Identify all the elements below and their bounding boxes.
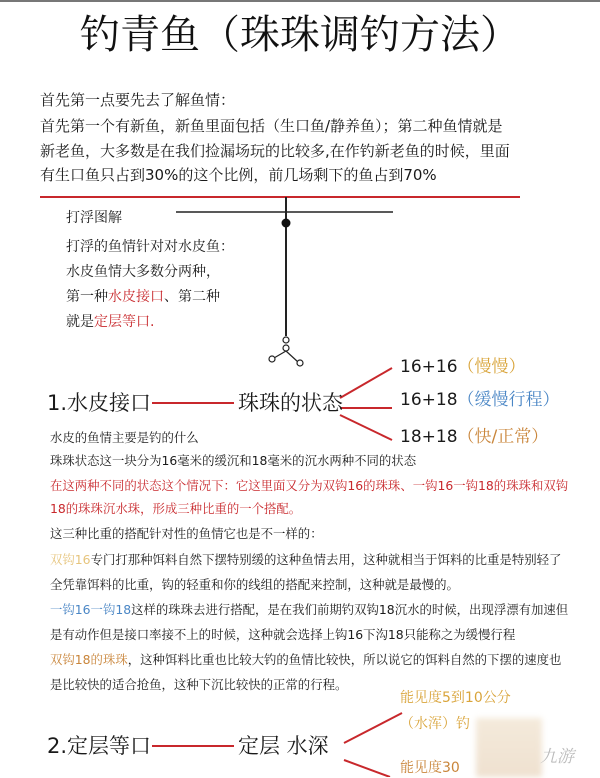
diagram-line: [66, 262, 220, 282]
text-segment: 16+18: [400, 390, 458, 410]
page-title: 钓青鱼（珠珠调钓方法）: [80, 12, 520, 58]
text-segment: 双钩16: [50, 552, 91, 567]
text-segment: 这样的珠珠去进行搭配，是在我们前期钓双钩18沉水的时候，出现浮漂有加速但: [131, 602, 569, 617]
branch-line-4: [344, 713, 402, 743]
body-line: [50, 576, 459, 594]
text-segment: 打浮的鱼情针对对水皮鱼：: [66, 239, 234, 255]
text-segment: 18+18: [400, 427, 458, 447]
body-line: [50, 525, 323, 543]
branch-item: [400, 425, 548, 449]
hook-icon: [269, 337, 303, 366]
intro-line: 首先第一点要先去了解鱼情：: [40, 91, 236, 109]
text-segment: ，这种饵料比重也比较大钓的鱼情比较快，所以说它的饵料自然的下摆的速度也: [127, 652, 562, 667]
branch-item: [400, 714, 470, 734]
text-segment: 第一种: [66, 289, 108, 305]
text-segment: 全凭靠饵料的比重，钩的轻重和你的线组的搭配来控制，这种就是最慢的。: [50, 577, 459, 592]
diagram-line: [66, 237, 234, 257]
intro-line: 新老鱼，大多数是在我们捡漏场玩的比较多,在作钓新老鱼的时候，里面: [40, 142, 510, 160]
body-line: [50, 452, 416, 470]
text-segment: 18的珠珠沉水珠，形成三种比重的一个搭配。: [50, 501, 302, 516]
text-segment: 能见度30: [400, 760, 460, 776]
body-line: [50, 477, 568, 495]
body-line: [50, 500, 301, 518]
text-segment: 是有动作但是接口率接不上的时候，这种就会选择上钩16下沟18只能称之为缓慢行程: [50, 627, 516, 642]
diagram-heading: 打浮图解: [66, 210, 122, 226]
body-line: [50, 676, 347, 694]
section2-label: 2.定层等口: [47, 734, 152, 758]
diagram-line: [66, 287, 220, 307]
body-line: [50, 429, 199, 447]
text-segment: 、第二种: [164, 289, 220, 305]
text-segment: 一钩16一钩18: [50, 602, 132, 617]
text-segment: 珠珠状态这一块分为16毫米的缓沉和18毫米的沉水两种不同的状态: [50, 453, 417, 468]
watermark-blur: [476, 718, 542, 777]
branch-line-5: [344, 760, 390, 777]
body-line: [50, 651, 561, 669]
text-segment: （快/正常）: [457, 427, 549, 447]
branch-item: [400, 388, 560, 412]
text-segment: 水皮的鱼情主要是钓的什么: [50, 430, 199, 445]
branch-item: [400, 688, 511, 708]
section1-node: 珠珠的状态: [238, 391, 343, 415]
text-segment: 水皮接口: [108, 289, 164, 305]
text-segment: 这三种比重的搭配针对性的鱼情它也是不一样的：: [50, 526, 323, 541]
body-line: [50, 551, 561, 569]
text-segment: 定层等口.: [94, 314, 155, 330]
branch-line-1: [340, 368, 392, 398]
body-line: [50, 601, 568, 619]
text-segment: 能见度5到10公分: [400, 690, 511, 706]
section2-node: 定层 水深: [238, 734, 329, 758]
text-segment: （水浑）钓: [400, 716, 470, 732]
branch-line-3: [340, 415, 392, 440]
text-segment: 是比较快的适合抢鱼，这种下沉比较快的正常的行程。: [50, 677, 348, 692]
text-segment: （慢慢）: [457, 357, 526, 377]
text-segment: 16+16: [400, 357, 458, 377]
text-segment: 在这两种不同的状态这个情况下：它这里面又分为双钩16的珠珠、一钩16一钩18的珠珠和双钩: [50, 478, 569, 493]
intro-line: 首先第一个有新鱼，新鱼里面包括（生口鱼/静养鱼）；第二种鱼情就是: [40, 117, 503, 135]
float-dot-icon: [282, 219, 291, 228]
body-line: [50, 626, 515, 644]
text-segment: （缓慢行程）: [457, 390, 560, 410]
text-segment: 就是: [66, 314, 94, 330]
text-segment: 水皮鱼情大多数分两种，: [66, 264, 220, 280]
text-segment: 专门打那种饵料自然下摆特别缓的这种鱼情去用，这种就相当于饵料的比重是特别轻了: [90, 552, 562, 567]
branch-item: [400, 758, 460, 778]
text-segment: 双钩18的珠珠: [50, 652, 128, 667]
branch-item: [400, 355, 526, 379]
diagram-line: [66, 312, 154, 332]
intro-line: 有生口鱼只占到30%的这个比例，前几场剩下的鱼占到70%: [40, 166, 437, 184]
watermark-logo: 九游: [540, 747, 574, 767]
section1-label: 1.水皮接口: [47, 391, 152, 415]
